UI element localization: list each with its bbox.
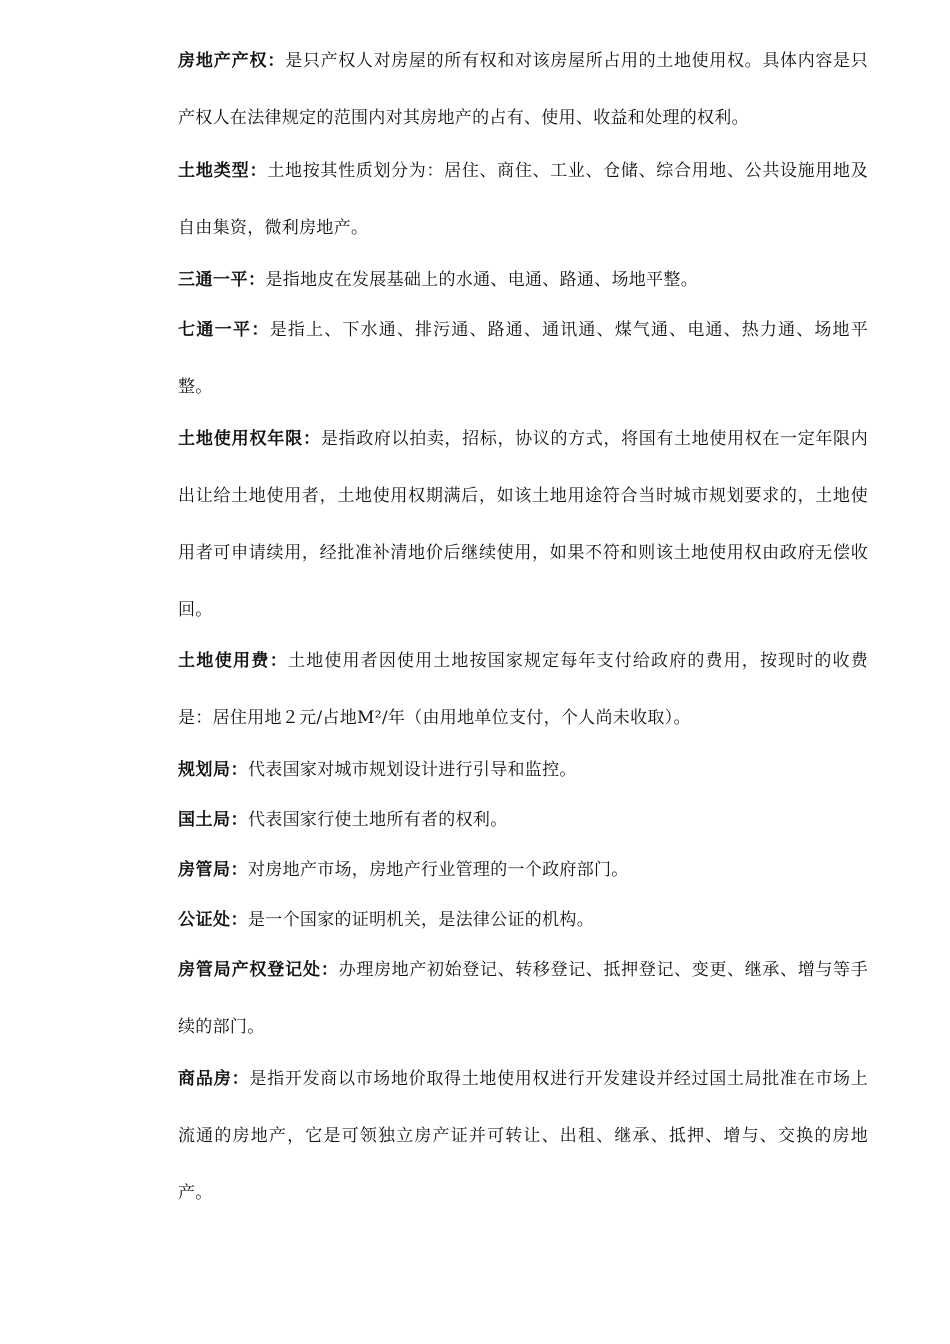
entry-definition: 土地使用者因使用土地按国家规定每年支付给政府的费用，按现时的收费是：居住用地２元/占地M²/年（由用地单位支付，个人尚未收取）。 [178, 651, 868, 728]
glossary-entry-land-bureau [178, 792, 868, 849]
entry-term: 房管局： [178, 860, 248, 880]
glossary-entry-three-connections [178, 252, 868, 309]
entry-definition: 是指地皮在发展基础上的水通、电通、路通、场地平整。 [265, 270, 698, 290]
glossary-entry-commercial-housing [178, 1051, 868, 1222]
entry-term: 土地使用费： [178, 651, 289, 671]
entry-definition: 是指开发商以市场地价取得土地使用权进行开发建设并经过国土局批准在市场上流通的房地产，它是可领独立房产证并可转让、出租、继承、抵押、增与、交换的房地产。 [178, 1069, 869, 1203]
entry-term: 国土局： [178, 810, 248, 830]
glossary-entry-housing-bureau [178, 842, 868, 899]
glossary-entry-property-rights [178, 33, 868, 147]
glossary-entry-planning-bureau [178, 742, 868, 799]
entry-term: 房地产产权： [178, 51, 286, 71]
entry-definition: 办理房地产初始登记、转移登记、抵押登记、变更、继承、增与等手续的部门。 [178, 960, 869, 1037]
glossary-entry-land-use-term [178, 411, 868, 639]
entry-term: 三通一平： [178, 270, 266, 290]
entry-term: 规划局： [178, 760, 248, 780]
entry-term: 土地类型： [178, 161, 268, 181]
entry-term: 商品房： [178, 1069, 250, 1089]
entry-definition: 对房地产市场，房地产行业管理的一个政府部门。 [248, 860, 629, 880]
entry-term: 七通一平： [178, 320, 270, 340]
entry-definition: 是指政府以拍卖，招标，协议的方式，将国有土地使用权在一定年限内出让给土地使用者，土地使用权期满后，如该土地用途符合当时城市规划要求的，土地使用者可申请续用，经批准补清地价后继续使用，如果不符和则该土地使用权由政府无偿收回。 [178, 429, 868, 620]
glossary-entry-land-type [178, 143, 868, 257]
entry-term: 公证处： [178, 910, 248, 930]
glossary-entry-land-use-fee [178, 633, 868, 747]
glossary-entry-registration-office [178, 942, 868, 1056]
entry-definition: 代表国家行使土地所有者的权利。 [248, 810, 508, 830]
entry-definition: 代表国家对城市规划设计进行引导和监控。 [248, 760, 577, 780]
glossary-entry-notary-office [178, 892, 868, 949]
entry-term: 土地使用权年限： [178, 429, 321, 449]
glossary-entry-seven-connections [178, 302, 868, 416]
entry-definition: 土地按其性质划分为：居住、商住、工业、仓储、综合用地、公共设施用地及自由集资，微利房地产。 [178, 161, 869, 238]
entry-term: 房管局产权登记处： [178, 960, 339, 980]
entry-definition: 是指上、下水通、排污通、路通、通讯通、煤气通、电通、热力通、场地平整。 [178, 320, 869, 397]
entry-definition: 是只产权人对房屋的所有权和对该房屋所占用的土地使用权。具体内容是只产权人在法律规定的范围内对其房地产的占有、使用、收益和处理的权利。 [178, 51, 869, 128]
entry-definition: 是一个国家的证明机关，是法律公证的机构。 [248, 910, 594, 930]
